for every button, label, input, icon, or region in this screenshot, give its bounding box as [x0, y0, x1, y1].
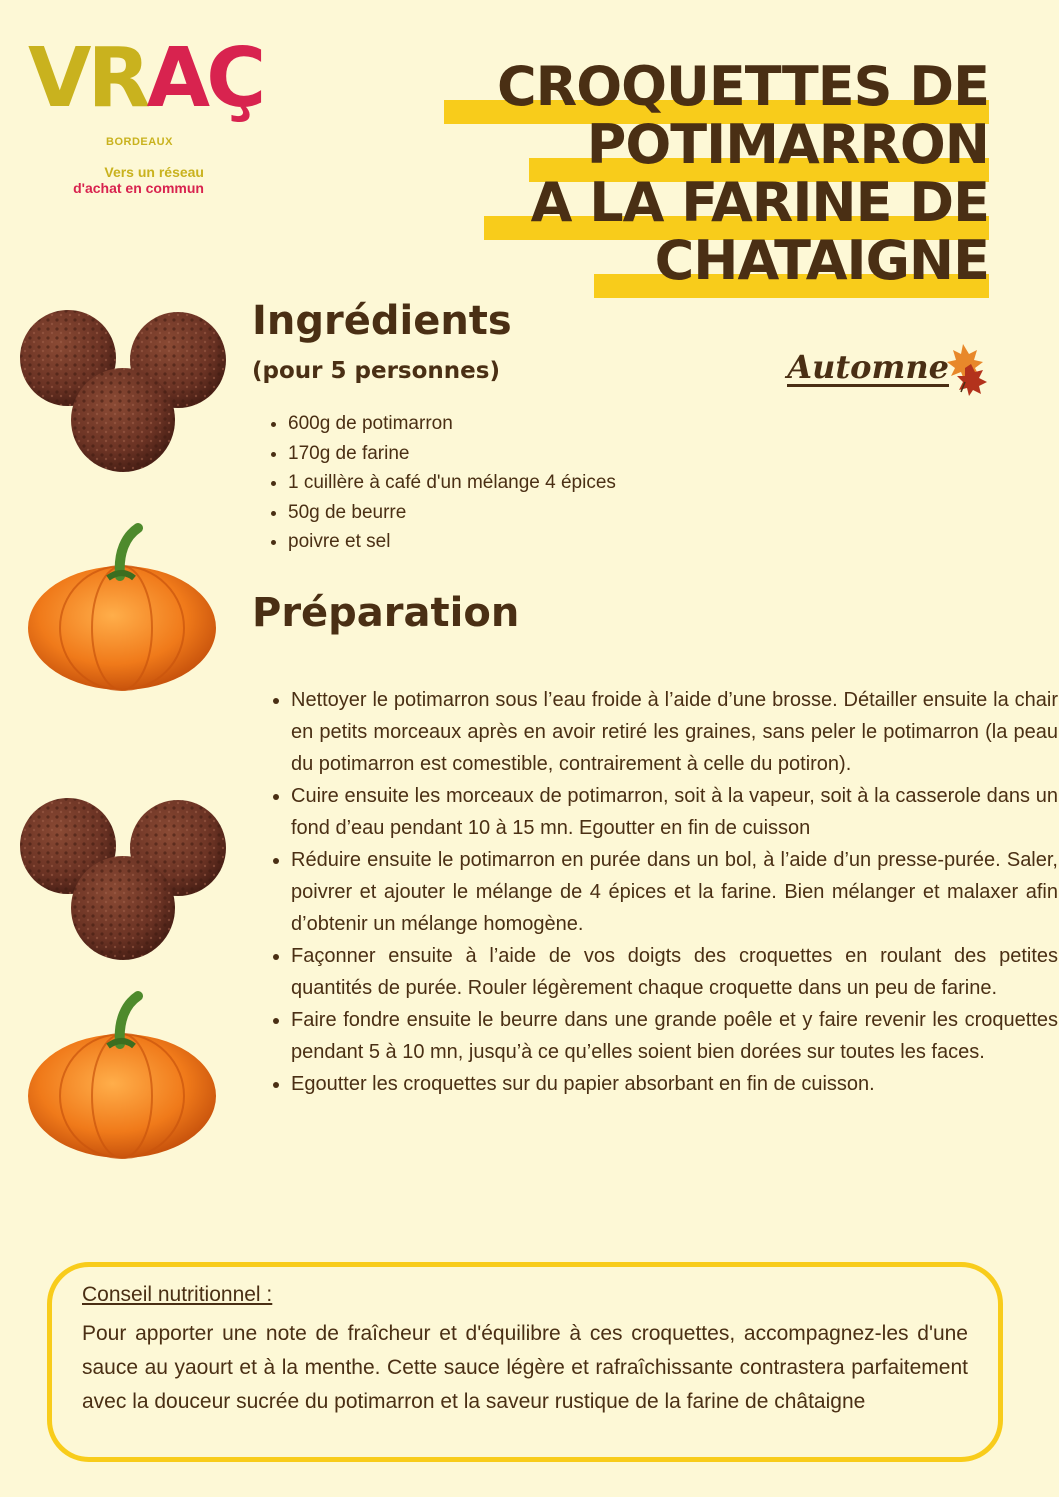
croquettes-illustration [18, 796, 233, 966]
title-line: POTIMARRON [429, 116, 989, 174]
logo-wordmark: VRAÇ [28, 31, 263, 126]
list-item: • 170g de farine [288, 439, 616, 469]
list-item: • 50g de beurre [288, 498, 616, 528]
autumn-leaves-icon [941, 336, 991, 396]
preparation-steps [264, 684, 1058, 1100]
title-line: A LA FARINE DE [429, 174, 989, 232]
title-line: CHATAIGNE [429, 232, 989, 290]
pumpkin-illustration [18, 522, 223, 692]
conseil-body: Pour apporter une note de fraîcheur et d'équilibre à ces croquettes, accompagnez-les d'une sauce au yaourt et à la menthe. Cette sauce légère et rafraîchissante contrastera parfaitement avec la douceur sucrée du potimarron et la saveur rustique de la farine de châtaigne [82, 1322, 968, 1413]
list-item: • Réduire ensuite le potimarron en purée dans un bol, à l’aide d’un presse-purée. Saler, poivrer et ajouter le mélange de 4 épices et la farine. Bien mélanger et malaxer afin d’obtenir un mélange homogène. [291, 844, 1058, 940]
logo-city: BORDEAUX [106, 136, 173, 148]
conseil-box [47, 1262, 1003, 1462]
logo-tagline: Vers un réseau d'achat en commun [73, 164, 204, 196]
list-item: • Faire fondre ensuite le beurre dans une grande poêle et y faire revenir les croquettes pendant 5 à 10 mn, jusqu’à ce qu’elles soient bien dorées sur toutes les faces. [291, 1004, 1058, 1068]
pumpkin-illustration [18, 990, 223, 1160]
conseil-title: Conseil nutritionnel : [82, 1283, 273, 1306]
title-line: CROQUETTES DE [429, 58, 989, 116]
list-item: • 600g de potimarron [288, 409, 616, 439]
recipe-title [429, 55, 989, 292]
list-item: • Cuire ensuite les morceaux de potimarron, soit à la vapeur, soit à la casserole dans un fond d’eau pendant 10 à 15 mn. Egoutter en fin de cuisson [291, 780, 1058, 844]
ingredients-subheading: (pour 5 personnes) [252, 358, 500, 384]
list-item: • 1 cuillère à café d'un mélange 4 épices [288, 468, 616, 498]
preparation-heading: Préparation [252, 590, 520, 636]
list-item: • Egoutter les croquettes sur du papier absorbant en fin de cuisson. [291, 1068, 1058, 1100]
list-item: • poivre et sel [288, 527, 616, 557]
ingredients-heading: Ingrédients [252, 298, 512, 344]
croquettes-illustration [18, 308, 233, 478]
season-label: Automne [787, 348, 949, 386]
list-item: • Façonner ensuite à l’aide de vos doigts des croquettes en roulant des petites quantités de purée. Rouler légèrement chaque croquette dans un peu de farine. [291, 940, 1058, 1004]
ingredients-list [262, 409, 616, 557]
list-item: • Nettoyer le potimarron sous l’eau froide à l’aide d’une brosse. Détailler ensuite la chair en petits morceaux après en avoir retiré les graines, sans peler le potimarron (la peau du potimarron est comestible, contrairement à celle du potiron). [291, 684, 1058, 780]
